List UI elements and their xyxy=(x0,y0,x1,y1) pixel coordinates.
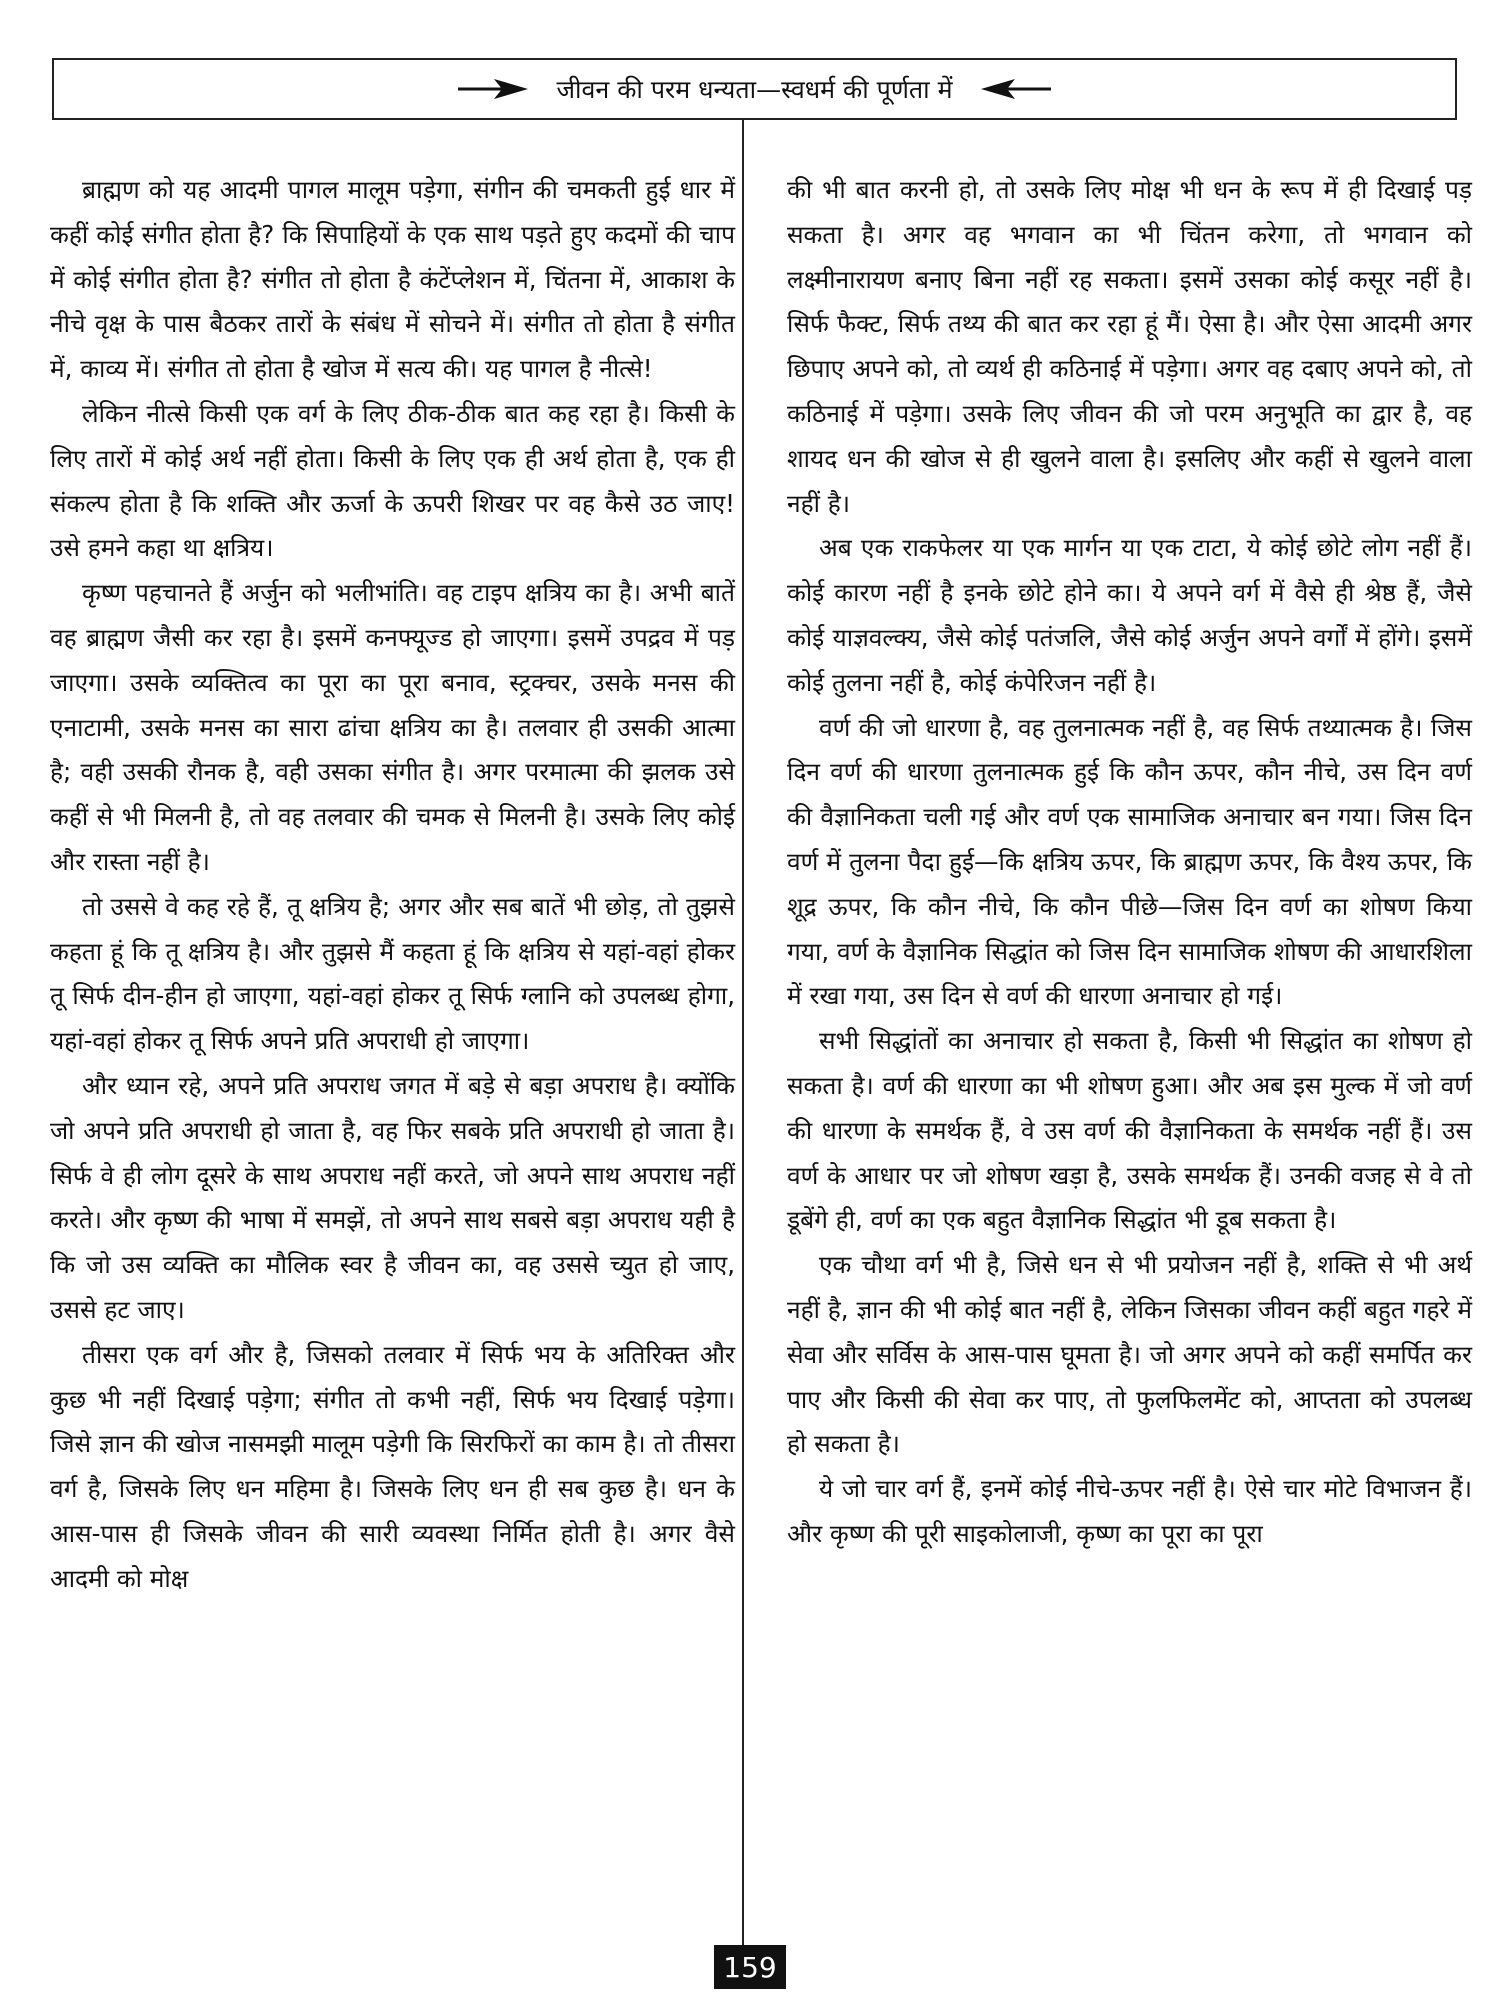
paragraph: तीसरा एक वर्ग और है, जिसको तलवार में सिर्फ भय के अतिरिक्त और कुछ भी नहीं दिखाई पड़ेगा; संगीत तो कभी नहीं, सिर्फ भय दिखाई पड़ेगा। जिसे ज्ञान की खोज नासमझी मालूम पड़ेगी कि सिरफिरों का काम है। तो तीसरा वर्ग है, जिसके लिए धन महिमा है। जिसके लिए धन ही सब कुछ है। धन के आस-पास ही जिसके जीवन की सारी व्यवस्था निर्मित होती है। अगर वैसे आदमी को मोक्ष xyxy=(50,1339,735,1593)
paragraph: एक चौथा वर्ग भी है, जिसे धन से भी प्रयोजन नहीं है, शक्ति से भी अर्थ नहीं है, ज्ञान की भी कोई बात नहीं है, लेकिन जिसका जीवन कहीं बहुत गहरे में सेवा और सर्विस के आस-पास घूमता है। जो अगर अपने को कहीं समर्पित कर पाए और किसी की सेवा कर पाए, तो फुलफिलमेंट को, आप्तता को उपलब्ध हो सकता है। xyxy=(787,1250,1472,1459)
paragraph: की भी बात करनी हो, तो उसके लिए मोक्ष भी धन के रूप में ही दिखाई पड़ सकता है। अगर वह भगवान का भी चिंतन करेगा, तो भगवान को लक्ष्मीनारायण बनाए बिना नहीं रह सकता। इसमें उसका कोई कसूर नहीं है। सिर्फ फैक्ट, सिर्फ तथ्य की बात कर रहा हूं मैं। ऐसा है। और ऐसा आदमी अगर छिपाए अपने को, तो व्यर्थ ही कठिनाई में पड़ेगा। अगर वह दबाए अपने को, तो कठिनाई में पड़ेगा। उसके लिए जीवन की जो परम अनुभूति का द्वार है, वह शायद धन की खोज से ही खुलने वाला है। इसलिए और कहीं से खुलने वाला नहीं है। xyxy=(787,175,1472,518)
paragraph: ब्राह्मण को यह आदमी पागल मालूम पड़ेगा, संगीन की चमकती हुई धार में कहीं कोई संगीत होता है? कि सिपाहियों के एक साथ पड़ते हुए कदमों की चाप में कोई संगीत होता है? संगीत तो होता है कंटेंप्लेशन में, चिंतना में, आकाश के नीचे वृक्ष के पास बैठकर तारों के संबंध में सोचने में। संगीत तो होता है संगीत में, काव्य में। संगीत तो होता है खोज में सत्य की। यह पागल है नीत्से! xyxy=(50,175,735,384)
paragraph: लेकिन नीत्से किसी एक वर्ग के लिए ठीक-ठीक बात कह रहा है। किसी के लिए तारों में कोई अर्थ नहीं होता। किसी के लिए एक ही अर्थ होता है, एक ही संकल्प होता है कि शक्ति और ऊर्जा के ऊपरी शिखर पर वह कैसे उठ जाए! उसे हमने कहा था क्षत्रिय। xyxy=(50,398,735,563)
left-column xyxy=(50,168,735,1602)
paragraph: ये जो चार वर्ग हैं, इनमें कोई नीचे-ऊपर नहीं है। ऐसे चार मोटे विभाजन हैं। और कृष्ण की पूरी साइकोलाजी, कृष्ण का पूरा का पूरा xyxy=(787,1474,1472,1548)
column-divider xyxy=(742,118,744,1953)
left-arrow-icon xyxy=(981,77,1051,101)
page-number: 159 xyxy=(714,1945,786,1989)
paragraph: और ध्यान रहे, अपने प्रति अपराध जगत में बड़े से बड़ा अपराध है। क्योंकि जो अपने प्रति अपराधी हो जाता है, वह फिर सबके प्रति अपराधी हो जाता है। सिर्फ वे ही लोग दूसरे के साथ अपराध नहीं करते, जो अपने साथ अपराध नहीं करते। और कृष्ण की भाषा में समझें, तो अपने साथ सबसे बड़ा अपराध यही है कि जो उस व्यक्ति का मौलिक स्वर है जीवन का, वह उससे च्युत हो जाए, उससे हट जाए। xyxy=(50,1070,735,1324)
paragraph: वर्ण की जो धारणा है, वह तुलनात्मक नहीं है, वह सिर्फ तथ्यात्मक है। जिस दिन वर्ण की धारणा तुलनात्मक हुई कि कौन ऊपर, कौन नीचे, उस दिन वर्ण की वैज्ञानिकता चली गई और वर्ण एक सामाजिक अनाचार बन गया। जिस दिन वर्ण में तुलना पैदा हुई—कि क्षत्रिय ऊपर, कि ब्राह्मण ऊपर, कि वैश्य ऊपर, कि शूद्र ऊपर, कि कौन नीचे, कि कौन पीछे—जिस दिन वर्ण का शोषण किया गया, वर्ण के वैज्ञानिक सिद्धांत को जिस दिन सामाजिक शोषण की आधारशिला में रखा गया, उस दिन से वर्ण की धारणा अनाचार हो गई। xyxy=(787,712,1472,1011)
right-arrow-icon xyxy=(458,77,528,101)
header-title: जीवन की परम धन्यता—स्वधर्म की पूर्णता में xyxy=(556,75,953,104)
paragraph: कृष्ण पहचानते हैं अर्जुन को भलीभांति। वह टाइप क्षत्रिय का है। अभी बातें वह ब्राह्मण जैसी कर रहा है। इसमें कनफ्यूज्ड हो जाएगा। इसमें उपद्रव में पड़ जाएगा। उसके व्यक्तित्व का पूरा का पूरा बनाव, स्ट्रक्चर, उसके मनस की एनाटामी, उसके मनस का सारा ढांचा क्षत्रिय का है। तलवार ही उसकी आत्मा है; वही उसकी रौनक है, वही उसका संगीत है। अगर परमात्मा की झलक उसे कहीं से भी मिलनी है, तो वह तलवार की चमक से मिलनी है। उसके लिए कोई और रास्ता नहीं है। xyxy=(50,578,735,876)
paragraph: सभी सिद्धांतों का अनाचार हो सकता है, किसी भी सिद्धांत का शोषण हो सकता है। वर्ण की धारणा का भी शोषण हुआ। और अब इस मुल्क में जो वर्ण की धारणा के समर्थक हैं, वे उस वर्ण की वैज्ञानिकता के समर्थक नहीं हैं। उस वर्ण के आधार पर जो शोषण खड़ा है, उसके समर्थक हैं। उनकी वजह से वे तो डूबेंगे ही, वर्ण का एक बहुत वैज्ञानिक सिद्धांत भी डूब सकता है। xyxy=(787,1026,1472,1235)
right-column xyxy=(787,168,1472,1557)
paragraph: तो उससे वे कह रहे हैं, तू क्षत्रिय है; अगर और सब बातें भी छोड़, तो तुझसे कहता हूं कि तू क्षत्रिय है। और तुझसे मैं कहता हूं कि क्षत्रिय से यहां-वहां होकर तू सिर्फ दीन-हीन हो जाएगा, यहां-वहां होकर तू सिर्फ ग्लानि को उपलब्ध होगा, यहां-वहां होकर तू सिर्फ अपने प्रति अपराधी हो जाएगा। xyxy=(50,891,735,1056)
paragraph: अब एक राकफेलर या एक मार्गन या एक टाटा, ये कोई छोटे लोग नहीं हैं। कोई कारण नहीं है इनके छोटे होने का। ये अपने वर्ग में वैसे ही श्रेष्ठ हैं, जैसे कोई याज्ञवल्क्य, जैसे कोई पतंजलि, जैसे कोई अर्जुन अपने वर्गों में होंगे। इसमें कोई तुलना नहीं है, कोई कंपेरिजन नहीं है। xyxy=(787,533,1472,697)
running-header xyxy=(52,58,1457,120)
